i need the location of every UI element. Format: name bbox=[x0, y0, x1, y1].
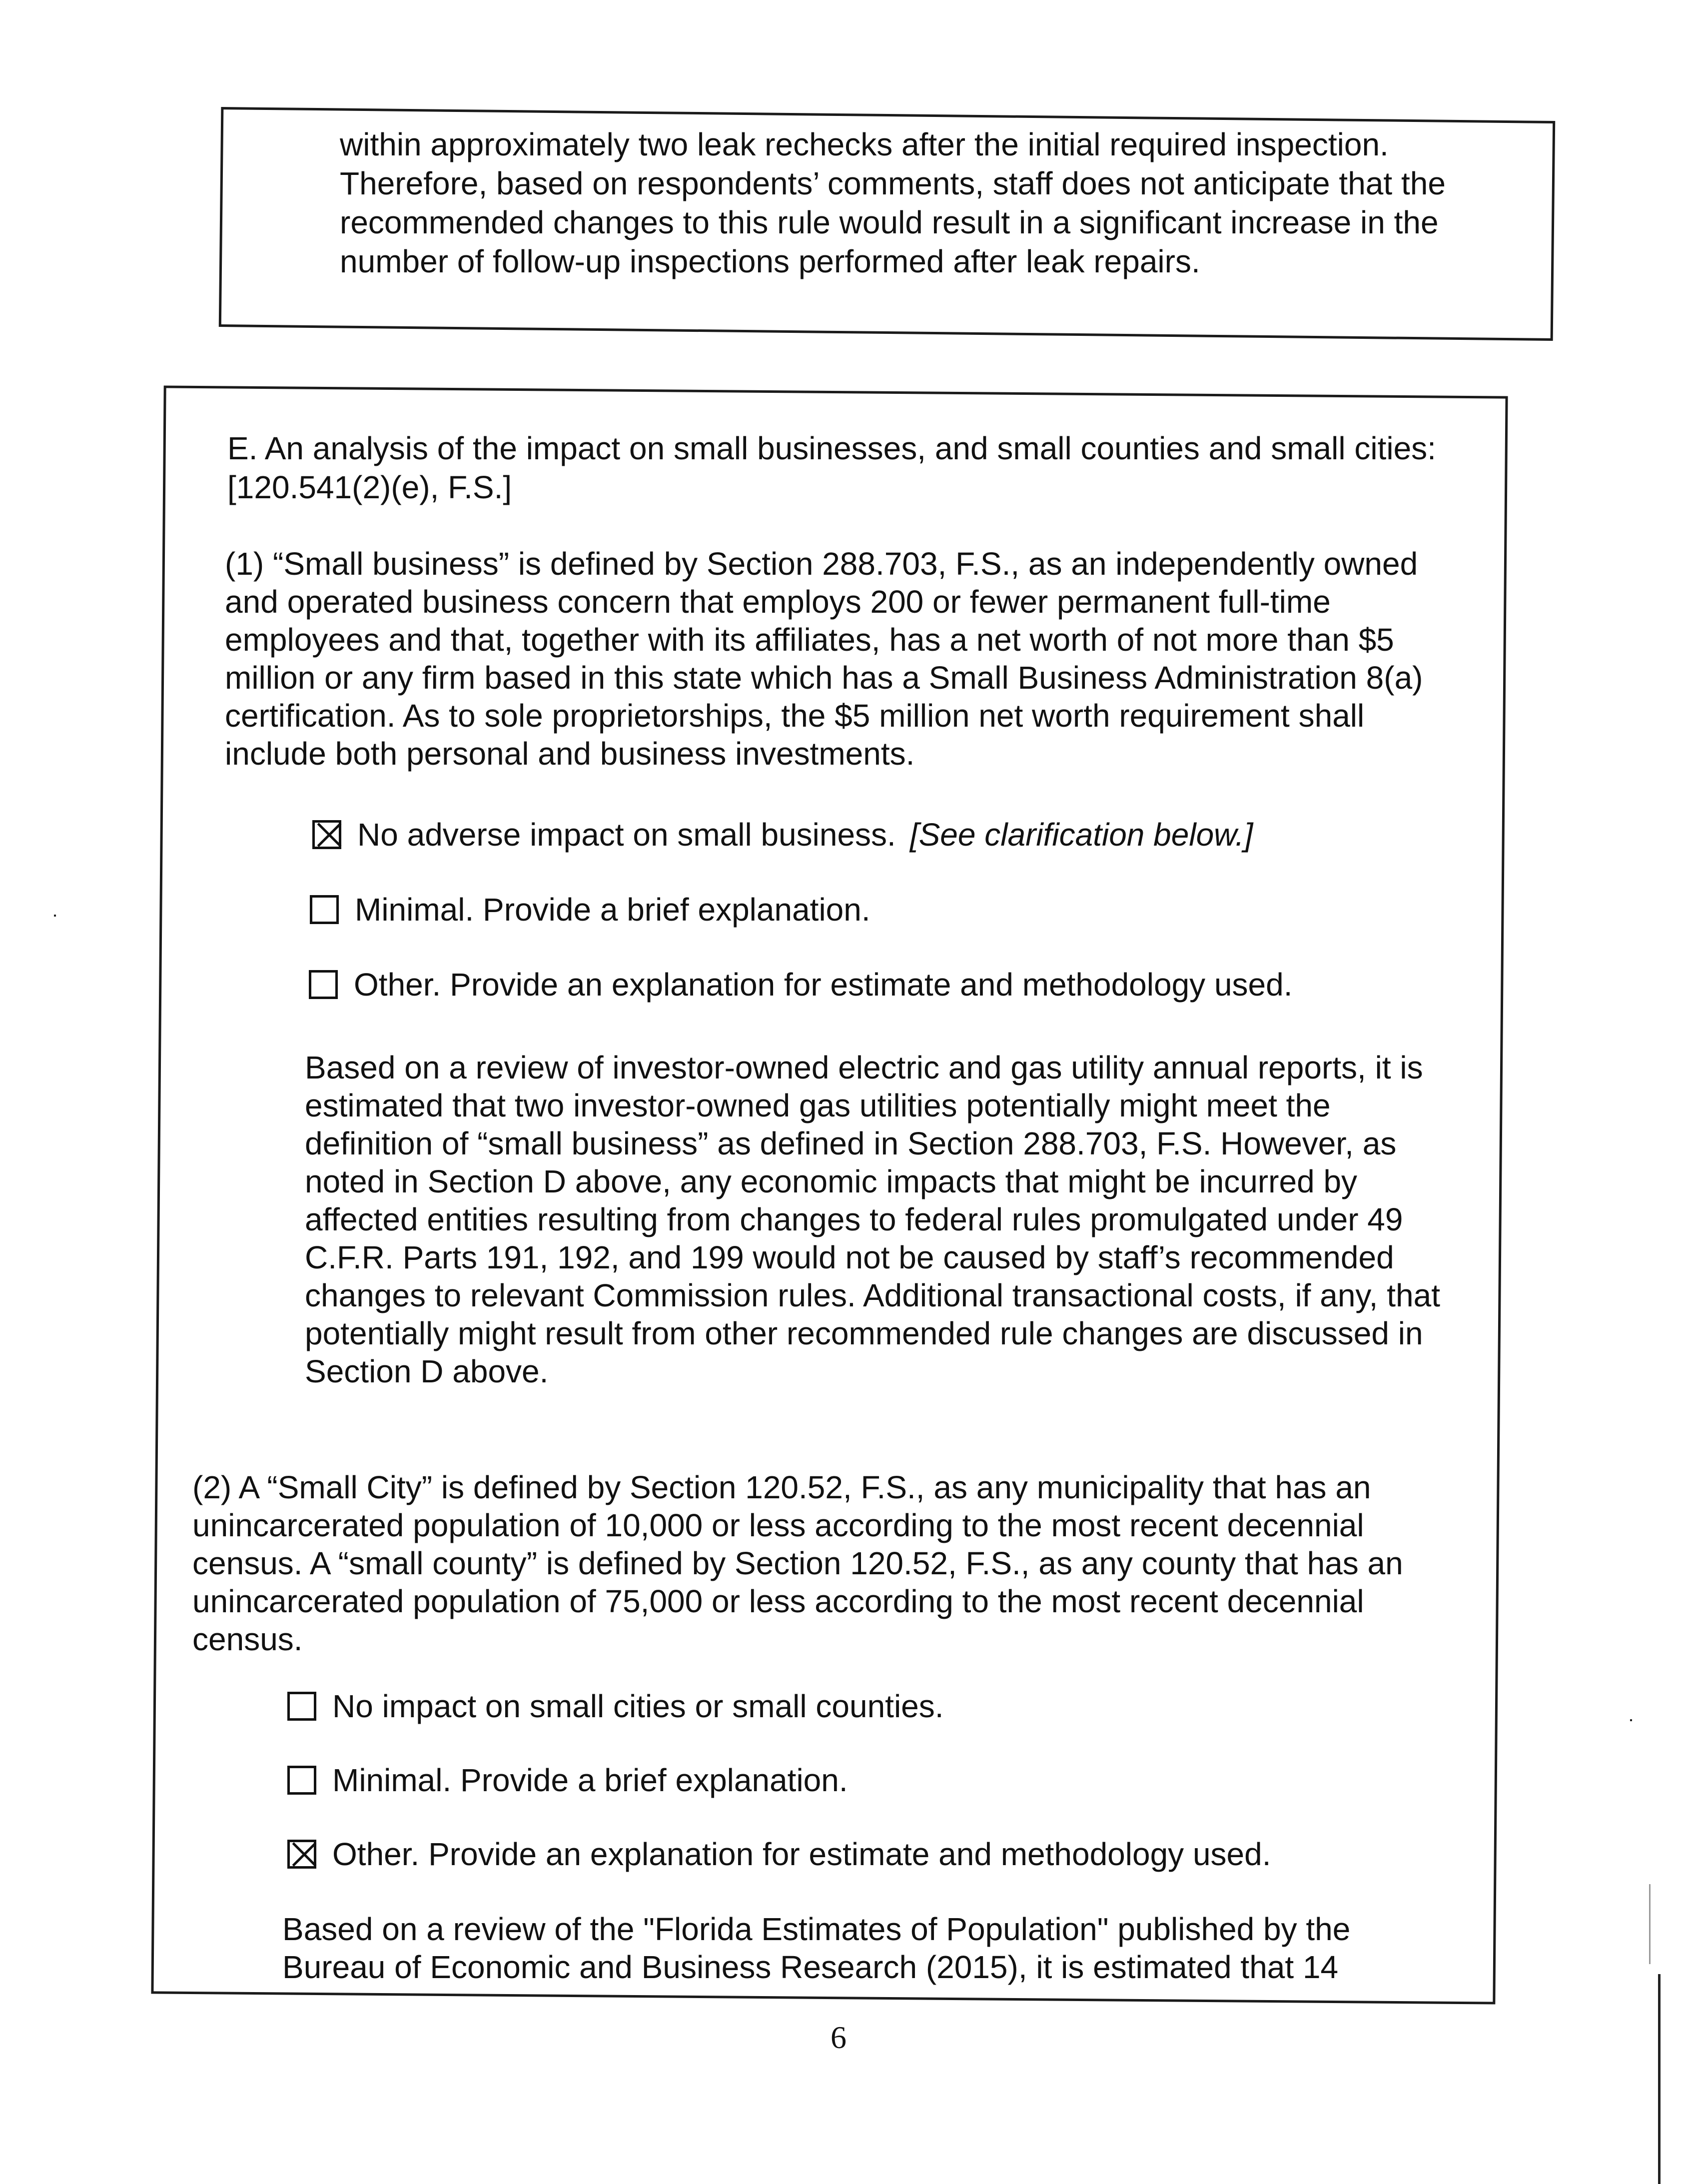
unchecked-checkbox-icon[interactable] bbox=[287, 1692, 316, 1721]
small-city-definition-line-5: census. bbox=[192, 1621, 303, 1657]
small-city-definition-line-3: census. A “small county” is defined by Section 120.52, F.S., as any county that has an bbox=[192, 1545, 1403, 1581]
small-business-definition-line-5: certification. As to sole proprietorships, the $5 million net worth requirement shall bbox=[225, 698, 1365, 734]
clarification-note: [See clarification below.] bbox=[909, 817, 1253, 853]
option-label: Other. Provide an explanation for estimate and methodology used. bbox=[354, 967, 1293, 1003]
small-business-option-other[interactable] bbox=[309, 966, 1293, 1004]
small-business-explanation-line-8: potentially might result from other recommended rule changes are discussed in bbox=[305, 1315, 1423, 1351]
scan-speck bbox=[54, 915, 56, 917]
option-label: Minimal. Provide a brief explanation. bbox=[332, 1762, 848, 1798]
scan-margin-line bbox=[1658, 1974, 1661, 2184]
unchecked-checkbox-icon[interactable] bbox=[310, 895, 339, 924]
small-business-explanation-line-9: Section D above. bbox=[305, 1353, 549, 1389]
section-e-heading-line-2: [120.541(2)(e), F.S.] bbox=[227, 469, 512, 505]
small-city-option-other[interactable] bbox=[287, 1835, 1271, 1873]
small-city-definition-line-4: unincarcerated population of 75,000 or less according to the most recent decennial bbox=[192, 1583, 1364, 1619]
option-label: Other. Provide an explanation for estimate and methodology used. bbox=[332, 1836, 1271, 1872]
top-box-line-2: Therefore, based on respondents’ comments, staff does not anticipate that the bbox=[340, 165, 1446, 201]
scan-margin-dots bbox=[1649, 1884, 1651, 1964]
small-business-definition-line-6: include both personal and business investments. bbox=[225, 736, 915, 772]
unchecked-checkbox-icon[interactable] bbox=[287, 1766, 316, 1795]
small-business-explanation-line-7: changes to relevant Commission rules. Additional transactional costs, if any, that bbox=[305, 1277, 1440, 1313]
checked-checkbox-icon[interactable] bbox=[287, 1840, 316, 1869]
top-box-line-4: number of follow-up inspections performed after leak repairs. bbox=[340, 243, 1200, 279]
small-city-option-no-impact[interactable] bbox=[287, 1687, 944, 1725]
small-business-definition-line-2: and operated business concern that employs 200 or fewer permanent full-time bbox=[225, 584, 1331, 620]
small-business-option-minimal[interactable] bbox=[310, 891, 870, 929]
small-business-option-no-adverse-impact[interactable] bbox=[312, 816, 1253, 854]
small-business-explanation-line-1: Based on a review of investor-owned electric and gas utility annual reports, it is bbox=[305, 1050, 1423, 1086]
top-box-line-3: recommended changes to this rule would result in a significant increase in the bbox=[340, 204, 1439, 240]
checked-checkbox-icon[interactable] bbox=[312, 820, 341, 849]
small-business-definition-line-4: million or any firm based in this state which has a Small Business Administration 8(a) bbox=[225, 660, 1423, 696]
small-business-explanation-line-4: noted in Section D above, any economic impacts that might be incurred by bbox=[305, 1163, 1358, 1199]
small-business-explanation-line-2: estimated that two investor-owned gas utilities potentially might meet the bbox=[305, 1088, 1331, 1123]
small-business-definition-line-1: (1) “Small business” is defined by Section 288.703, F.S., as an independently owned bbox=[225, 546, 1418, 582]
small-business-explanation-line-6: C.F.R. Parts 191, 192, and 199 would not be caused by staff’s recommended bbox=[305, 1239, 1394, 1275]
small-city-definition-line-1: (2) A “Small City” is defined by Section 120.52, F.S., as any municipality that has an bbox=[192, 1469, 1371, 1505]
option-label: Minimal. Provide a brief explanation. bbox=[355, 892, 870, 928]
small-business-definition-line-3: employees and that, together with its affiliates, has a net worth of not more than $5 bbox=[225, 622, 1394, 658]
option-label: No impact on small cities or small counties. bbox=[332, 1688, 944, 1724]
section-e-heading-line-1: E. An analysis of the impact on small businesses, and small counties and small cities: bbox=[227, 430, 1436, 466]
unchecked-checkbox-icon[interactable] bbox=[309, 970, 338, 999]
small-business-explanation-line-5: affected entities resulting from changes to federal rules promulgated under 49 bbox=[305, 1201, 1403, 1237]
option-label: No adverse impact on small business. bbox=[357, 817, 896, 853]
small-city-definition-line-2: unincarcerated population of 10,000 or less according to the most recent decennial bbox=[192, 1507, 1364, 1543]
page-number: 6 bbox=[831, 2020, 846, 2055]
small-city-explanation-line-2: Bureau of Economic and Business Research (2015), it is estimated that 14 bbox=[282, 1949, 1339, 1985]
small-city-option-minimal[interactable] bbox=[287, 1761, 848, 1799]
small-business-explanation-line-3: definition of “small business” as defined in Section 288.703, F.S. However, as bbox=[305, 1125, 1397, 1161]
small-city-explanation-line-1: Based on a review of the "Florida Estimates of Population" published by the bbox=[282, 1911, 1351, 1947]
scan-speck bbox=[1630, 1719, 1632, 1721]
top-box-line-1: within approximately two leak rechecks after the initial required inspection. bbox=[340, 126, 1389, 162]
